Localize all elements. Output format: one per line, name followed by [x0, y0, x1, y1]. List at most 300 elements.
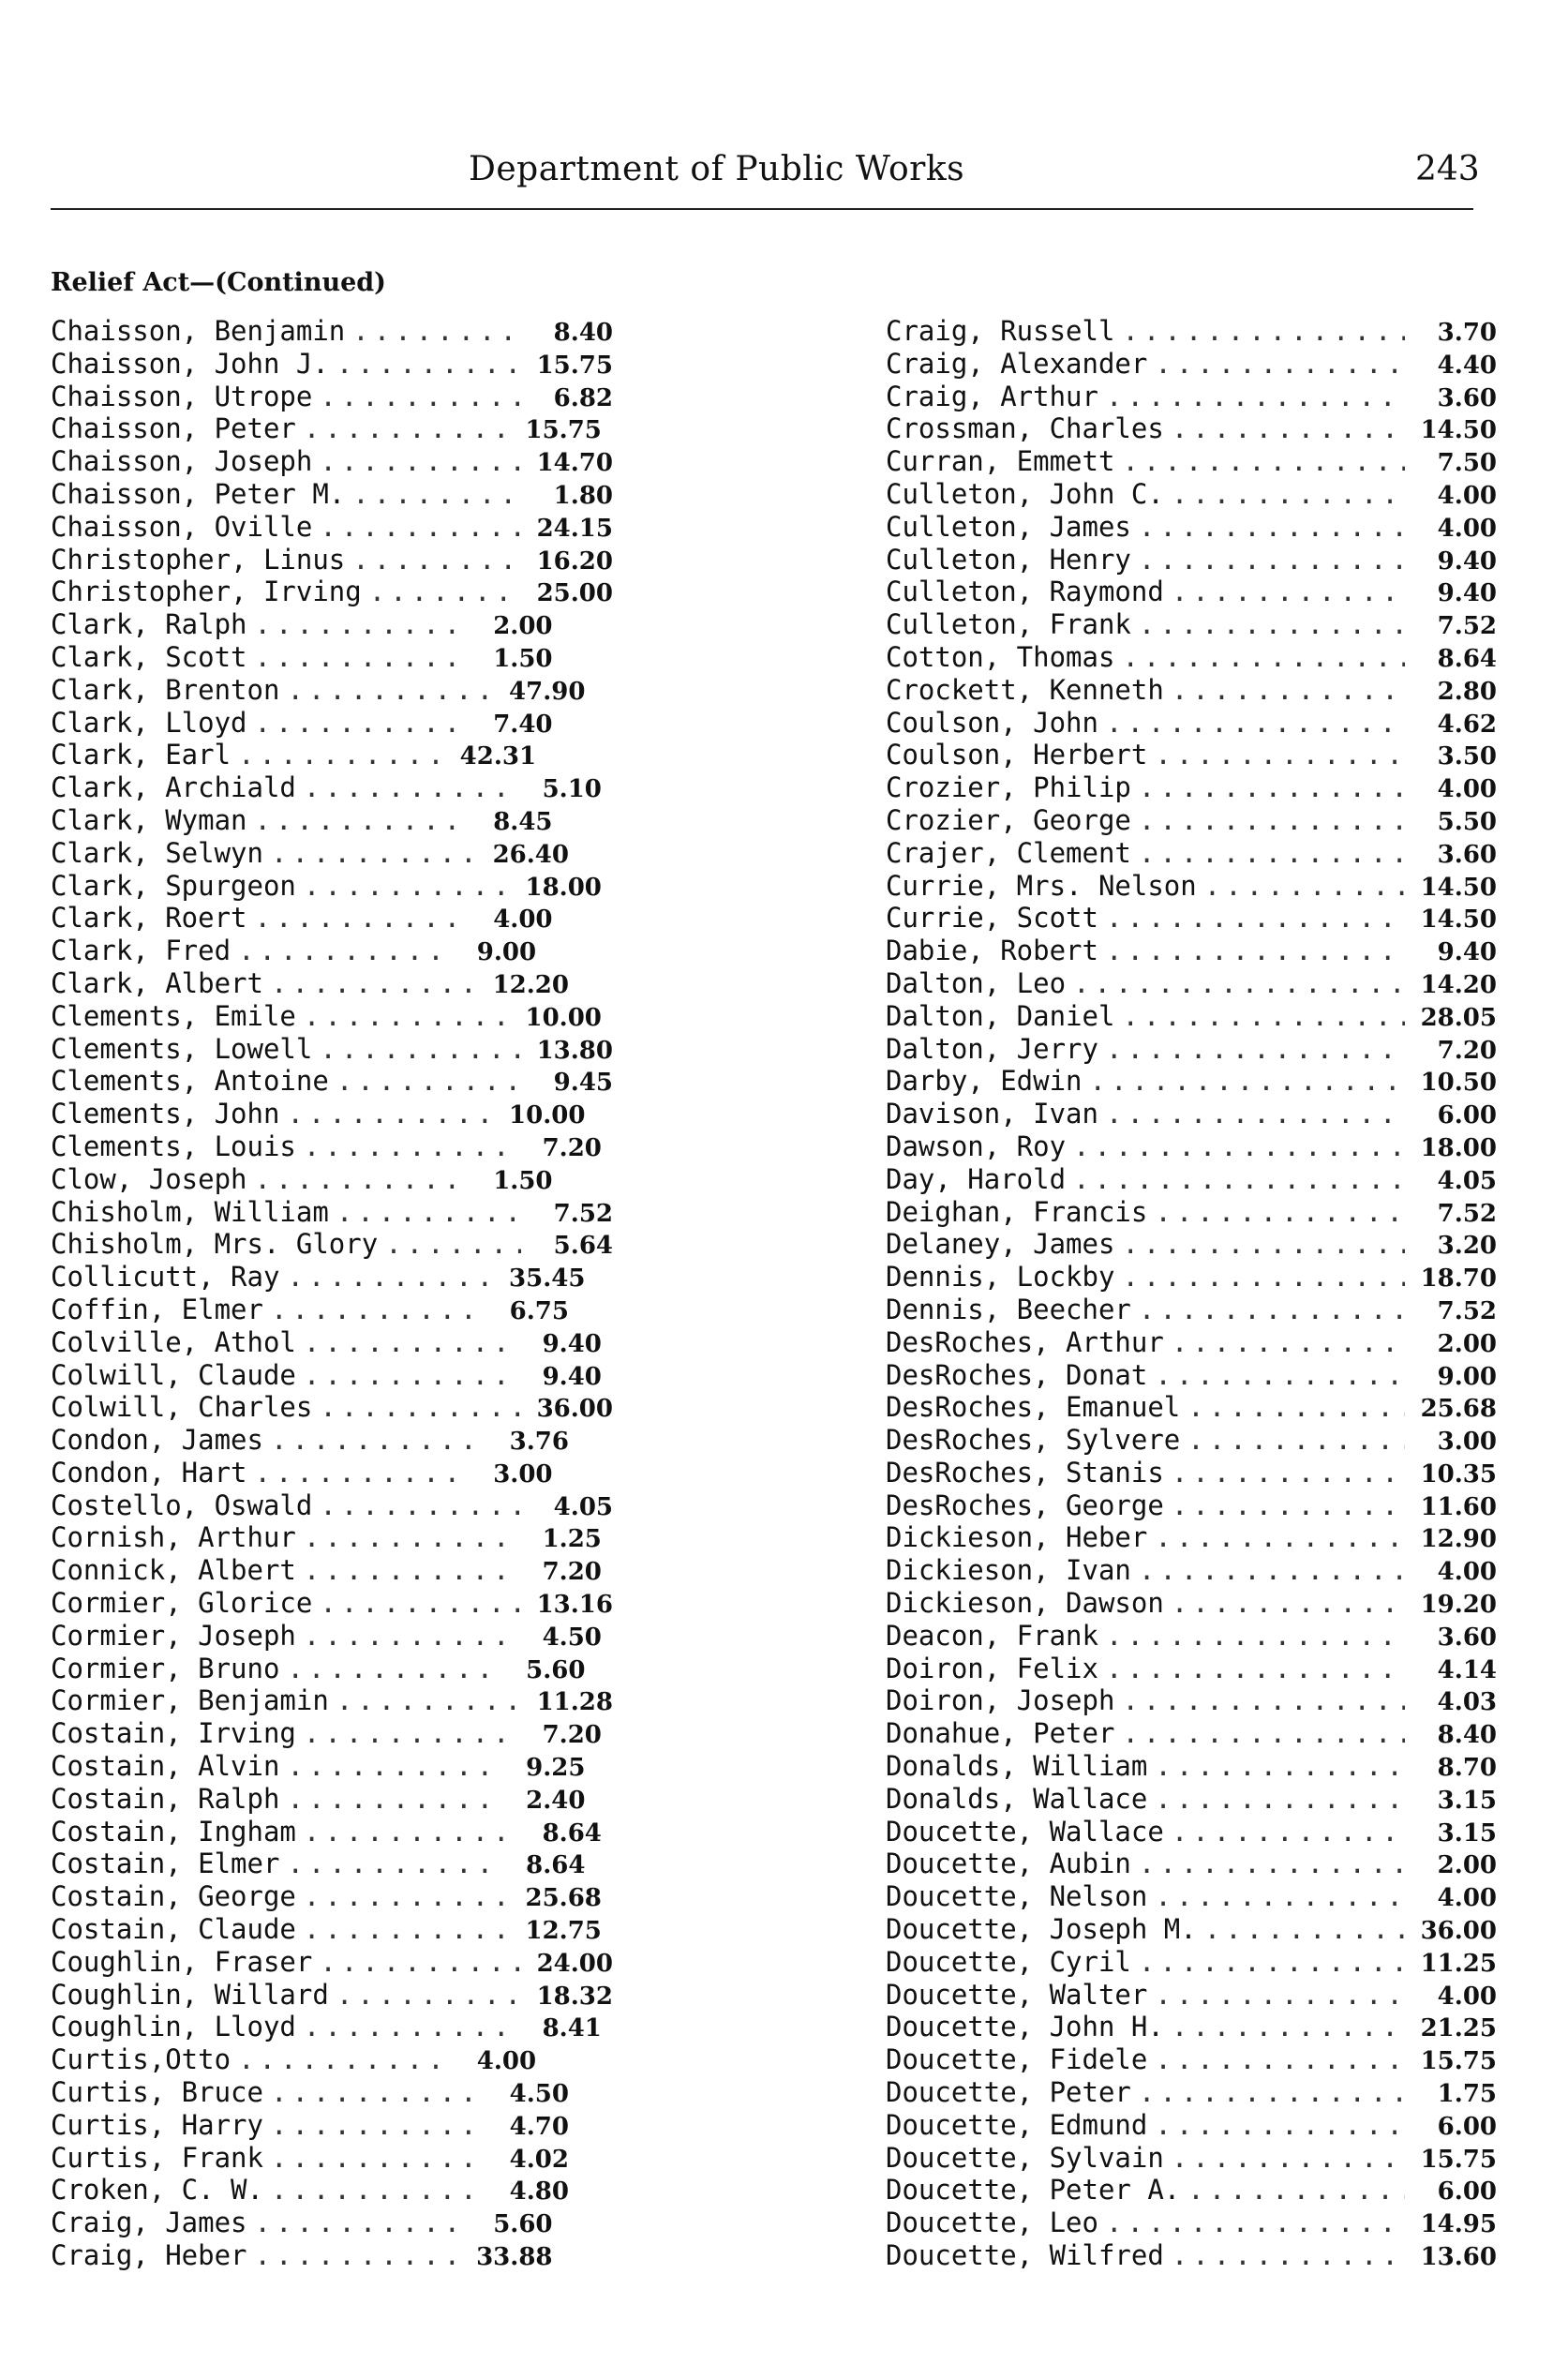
dot-leader — [238, 2043, 444, 2076]
entry-amount: 8.70 — [1437, 1754, 1497, 1783]
list-item — [886, 1684, 1497, 1717]
entry-name: Chaisson, Joseph — [51, 445, 313, 478]
list-item — [886, 707, 1497, 740]
list-item — [51, 381, 613, 413]
entry-amount: 24.00 — [536, 1949, 613, 1978]
list-item — [51, 1065, 613, 1098]
entry-name: Coughlin, Lloyd — [51, 2011, 296, 2043]
dot-leader — [1139, 511, 1405, 544]
entry-amount: 4.00 — [1437, 481, 1497, 510]
list-item — [51, 1228, 613, 1261]
entry-name: Chaisson, John J. — [51, 347, 329, 380]
list-item — [51, 1880, 613, 1913]
dot-leader — [320, 1946, 521, 1979]
dot-leader — [304, 1880, 510, 1913]
list-item — [886, 348, 1497, 381]
entry-name: Crossman, Charles — [886, 412, 1164, 445]
list-item — [886, 1880, 1497, 1913]
entry-amount: 7.52 — [1437, 612, 1497, 641]
entry-name: Christopher, Irving — [51, 576, 362, 608]
entry-amount: 1.80 — [553, 481, 613, 510]
dot-leader — [304, 1717, 510, 1750]
dot-leader — [304, 1620, 510, 1653]
page-number: 243 — [1415, 150, 1480, 188]
entry-name: Clements, Louis — [51, 1130, 296, 1162]
entry-name: Curtis, Frank — [51, 2141, 263, 2174]
list-item — [51, 445, 613, 478]
entry-name: Donahue, Peter — [886, 1717, 1115, 1750]
list-item — [886, 511, 1497, 544]
dot-leader — [271, 967, 477, 1000]
entry-name: Crozier, Philip — [886, 771, 1131, 804]
entry-name: Delaney, James — [886, 1228, 1115, 1261]
entry-name: Colville, Athol — [51, 1325, 296, 1358]
dot-leader — [271, 2174, 477, 2207]
section-heading: Relief Act—(Continued) — [51, 268, 386, 297]
list-item — [886, 1717, 1497, 1750]
entry-amount: 4.02 — [509, 2145, 569, 2174]
list-item — [51, 771, 613, 804]
list-item — [51, 1521, 613, 1554]
entry-name: DesRoches, Arthur — [886, 1325, 1164, 1358]
entry-name: Clark, Wyman — [51, 803, 247, 836]
list-item — [886, 804, 1497, 837]
dot-leader — [1106, 935, 1405, 967]
entry-amount: 1.75 — [1437, 2080, 1497, 2109]
dot-leader — [255, 2239, 461, 2272]
list-item — [51, 1457, 613, 1489]
entry-amount: 4.05 — [1437, 1166, 1497, 1195]
entry-name: Clark, Selwyn — [51, 836, 263, 869]
dot-leader — [1172, 576, 1405, 608]
dot-leader — [352, 478, 521, 511]
entry-amount: 3.76 — [509, 1428, 569, 1457]
dot-leader — [304, 1554, 510, 1587]
entry-name: Doucette, Fidele — [886, 2043, 1148, 2076]
entry-name: Clements, John — [51, 1098, 280, 1130]
entry-amount: 35.45 — [509, 1264, 586, 1294]
list-item — [51, 315, 613, 348]
entry-name: Dalton, Leo — [886, 966, 1067, 999]
entry-amount: 6.00 — [1437, 2112, 1497, 2141]
entry-name: Clark, Ralph — [51, 608, 247, 641]
entry-name: Curtis, Harry — [51, 2108, 263, 2141]
dot-leader — [1106, 902, 1405, 935]
entry-name: Coughlin, Fraser — [51, 1945, 313, 1978]
entry-name: Clow, Joseph — [51, 1162, 247, 1195]
list-item — [886, 1228, 1497, 1261]
entry-name: Costain, Ingham — [51, 1815, 296, 1848]
entry-name: Costain, Alvin — [51, 1750, 280, 1783]
entry-name: Costain, George — [51, 1880, 296, 1913]
list-item — [51, 1359, 613, 1392]
entry-amount: 11.28 — [536, 1688, 613, 1717]
entry-name: Costain, Claude — [51, 1913, 296, 1946]
dot-leader — [304, 870, 510, 903]
entry-amount: 2.00 — [493, 612, 553, 641]
list-item — [51, 544, 613, 576]
dot-leader — [1122, 1684, 1405, 1717]
entry-amount: 4.80 — [509, 2177, 569, 2207]
entry-name: Chaisson, Peter — [51, 412, 296, 445]
entry-amount: 7.52 — [553, 1199, 613, 1228]
list-item — [886, 544, 1497, 576]
dot-leader — [304, 771, 510, 804]
dot-leader — [1139, 2076, 1405, 2109]
list-item — [886, 1750, 1497, 1783]
list-item — [886, 1098, 1497, 1130]
entry-amount: 8.64 — [526, 1851, 586, 1880]
entry-name: Costain, Irving — [51, 1717, 296, 1750]
list-item — [886, 674, 1497, 707]
dot-leader — [352, 544, 521, 576]
entry-name: Craig, James — [51, 2207, 247, 2239]
entry-amount: 9.00 — [1437, 1362, 1497, 1391]
entry-amount: 4.00 — [1437, 1558, 1497, 1587]
list-item — [886, 576, 1497, 608]
list-item — [51, 1684, 613, 1717]
entry-name: Clark, Earl — [51, 739, 231, 771]
entry-name: Chisholm, William — [51, 1195, 329, 1228]
list-item — [886, 1326, 1497, 1359]
list-item — [51, 707, 613, 740]
list-item — [886, 608, 1497, 641]
list-item — [886, 2043, 1497, 2076]
entry-amount: 4.00 — [476, 2047, 537, 2076]
entry-amount: 12.75 — [525, 1917, 602, 1946]
list-item — [51, 1489, 613, 1522]
dot-leader — [1155, 2109, 1405, 2142]
dot-leader — [1073, 967, 1405, 1000]
dot-leader — [1172, 478, 1405, 511]
entry-name: DesRoches, Emanuel — [886, 1391, 1181, 1424]
entry-amount: 4.00 — [1437, 1982, 1497, 2011]
dot-leader — [255, 2207, 461, 2239]
list-item — [51, 478, 613, 511]
entry-amount: 7.20 — [542, 1133, 602, 1162]
entry-amount: 10.00 — [509, 1101, 586, 1130]
entry-amount: 3.15 — [1437, 1786, 1497, 1815]
list-item — [51, 511, 613, 544]
entry-amount: 1.50 — [493, 644, 553, 673]
list-item — [51, 1979, 613, 2012]
dot-leader — [336, 1065, 521, 1098]
list-item — [51, 608, 613, 641]
dot-leader — [271, 2109, 477, 2142]
dot-leader — [320, 1587, 521, 1620]
entry-name: Dickieson, Dawson — [886, 1587, 1164, 1620]
dot-leader — [320, 381, 521, 413]
entry-amount: 11.25 — [1420, 1949, 1497, 1978]
dot-leader — [1106, 1620, 1405, 1653]
dot-leader — [1122, 445, 1405, 478]
list-item — [51, 1098, 613, 1130]
dot-leader — [238, 739, 444, 771]
entry-name: Day, Harold — [886, 1162, 1067, 1195]
list-item — [886, 1946, 1497, 1979]
list-item — [886, 1554, 1497, 1587]
list-item — [886, 1653, 1497, 1685]
entry-name: DesRoches, George — [886, 1489, 1164, 1521]
dot-leader — [1155, 1880, 1405, 1913]
list-item — [51, 2043, 613, 2076]
list-item — [51, 1587, 613, 1620]
list-item — [886, 1979, 1497, 2012]
entry-amount: 42.31 — [459, 742, 537, 771]
dot-leader — [1139, 1554, 1405, 1587]
dot-leader — [336, 1196, 521, 1229]
entry-amount: 4.00 — [1437, 775, 1497, 804]
list-item — [886, 1620, 1497, 1653]
entry-amount: 3.70 — [1437, 319, 1497, 347]
dot-leader — [1155, 1196, 1405, 1229]
list-item — [51, 2207, 613, 2239]
entry-amount: 2.40 — [526, 1786, 586, 1815]
entry-name: Deighan, Francis — [886, 1195, 1148, 1228]
entry-amount: 4.14 — [1437, 1655, 1497, 1684]
entry-amount: 6.00 — [1437, 2177, 1497, 2207]
list-item — [886, 902, 1497, 935]
entry-name: Donalds, Wallace — [886, 1782, 1148, 1815]
entry-name: Coughlin, Willard — [51, 1978, 329, 2011]
entry-amount: 5.50 — [1437, 807, 1497, 836]
dot-leader — [1155, 2043, 1405, 2076]
list-item — [51, 1783, 613, 1816]
entry-name: Clark, Fred — [51, 935, 231, 967]
entry-amount: 16.20 — [536, 546, 613, 576]
dot-leader — [1139, 1848, 1405, 1880]
entry-name: Dawson, Roy — [886, 1130, 1067, 1162]
dot-leader — [255, 641, 461, 674]
entry-amount: 8.40 — [553, 319, 613, 347]
entry-name: Dickieson, Heber — [886, 1521, 1148, 1554]
entry-amount: 9.40 — [542, 1329, 602, 1358]
list-item — [886, 1294, 1497, 1326]
entry-name: Clark, Scott — [51, 640, 247, 673]
entry-amount: 10.00 — [525, 1003, 602, 1032]
entry-name: Doiron, Joseph — [886, 1684, 1115, 1717]
dot-leader — [1122, 1717, 1405, 1750]
entry-amount: 3.00 — [1437, 1428, 1497, 1457]
list-item — [51, 1717, 613, 1750]
list-item — [51, 2109, 613, 2142]
entry-amount: 2.00 — [1437, 1851, 1497, 1880]
left-column — [51, 315, 613, 2272]
dot-leader — [1204, 870, 1405, 903]
entry-amount: 7.40 — [493, 710, 553, 739]
entry-amount: 6.75 — [509, 1296, 569, 1325]
entry-amount: 10.35 — [1420, 1459, 1497, 1489]
entry-name: Clements, Emile — [51, 999, 296, 1032]
entry-amount: 5.10 — [542, 775, 602, 804]
list-item — [51, 1196, 613, 1229]
entry-amount: 10.50 — [1420, 1069, 1497, 1098]
list-item — [51, 870, 613, 903]
dot-leader — [287, 1261, 493, 1294]
page-title: Department of Public Works — [469, 150, 965, 188]
entry-amount: 14.95 — [1420, 2210, 1497, 2239]
list-item — [886, 1521, 1497, 1554]
entry-name: Darby, Edwin — [886, 1065, 1083, 1098]
entry-name: Doucette, Edmund — [886, 2108, 1148, 2141]
entry-name: Currie, Mrs. Nelson — [886, 869, 1197, 902]
entry-name: Clark, Brenton — [51, 673, 280, 706]
dot-leader — [336, 1684, 521, 1717]
entry-name: DesRoches, Donat — [886, 1358, 1148, 1391]
dot-leader — [1073, 1130, 1405, 1163]
entry-amount: 5.60 — [526, 1655, 586, 1684]
entry-amount: 11.60 — [1420, 1492, 1497, 1521]
list-item — [886, 315, 1497, 348]
entry-amount: 9.40 — [1437, 579, 1497, 608]
entry-amount: 2.80 — [1437, 677, 1497, 706]
dot-leader — [1172, 1816, 1405, 1848]
list-item — [886, 2011, 1497, 2043]
dot-leader — [320, 445, 521, 478]
entry-amount: 9.45 — [553, 1069, 613, 1098]
entry-amount: 15.75 — [1420, 2145, 1497, 2174]
list-item — [886, 1261, 1497, 1294]
dot-leader — [1172, 1457, 1405, 1489]
entry-amount: 9.40 — [1437, 938, 1497, 967]
dot-leader — [1155, 739, 1405, 771]
dot-leader — [271, 1294, 477, 1326]
dot-leader — [1139, 837, 1405, 870]
entry-name: Costain, Elmer — [51, 1848, 280, 1880]
entry-name: Donalds, William — [886, 1750, 1148, 1783]
entry-amount: 14.20 — [1420, 970, 1497, 999]
dot-leader — [304, 1359, 510, 1392]
list-item — [886, 837, 1497, 870]
entry-amount: 36.00 — [1420, 1917, 1497, 1946]
entry-name: Collicutt, Ray — [51, 1261, 280, 1294]
dot-leader — [271, 837, 477, 870]
dot-leader — [1187, 2174, 1405, 2207]
entry-name: Colwill, Claude — [51, 1358, 296, 1391]
dot-leader — [255, 804, 461, 837]
entry-amount: 36.00 — [536, 1395, 613, 1424]
list-item — [886, 771, 1497, 804]
entry-name: Culleton, John C. — [886, 477, 1164, 510]
list-item — [51, 1653, 613, 1685]
list-item — [51, 967, 613, 1000]
entry-name: Costain, Ralph — [51, 1782, 280, 1815]
dot-leader — [1172, 1326, 1405, 1359]
dot-leader — [1106, 2207, 1405, 2239]
list-item — [51, 576, 613, 608]
dot-leader — [287, 1848, 493, 1880]
dot-leader — [1139, 1294, 1405, 1326]
dot-leader — [1204, 1913, 1405, 1946]
entry-name: Crozier, George — [886, 803, 1131, 836]
list-item — [886, 2239, 1497, 2272]
dot-leader — [1139, 804, 1405, 837]
entry-name: Craig, Heber — [51, 2239, 247, 2272]
list-item — [51, 739, 613, 771]
dot-leader — [1090, 1065, 1405, 1098]
list-item — [51, 2076, 613, 2109]
entry-amount: 1.50 — [493, 1166, 553, 1195]
list-item — [886, 1196, 1497, 1229]
list-item — [886, 1391, 1497, 1424]
entry-name: Curtis,Otto — [51, 2043, 231, 2076]
entry-name: Craig, Alexander — [886, 347, 1148, 380]
list-item — [51, 412, 613, 445]
entry-amount: 4.50 — [509, 2080, 569, 2109]
entry-name: Cornish, Arthur — [51, 1521, 296, 1554]
list-item — [886, 478, 1497, 511]
list-item — [51, 1000, 613, 1033]
dot-leader — [1172, 674, 1405, 707]
list-item — [51, 1620, 613, 1653]
entry-name: Crajer, Clement — [886, 836, 1131, 869]
entry-name: Clark, Albert — [51, 966, 263, 999]
list-item — [51, 1294, 613, 1326]
dot-leader — [287, 1783, 493, 1816]
list-item — [886, 1359, 1497, 1392]
entry-name: Chisholm, Mrs. Glory — [51, 1228, 379, 1261]
dot-leader — [304, 1326, 510, 1359]
dot-leader — [1122, 1228, 1405, 1261]
entry-amount: 18.00 — [1420, 1133, 1497, 1162]
entry-name: Clark, Spurgeon — [51, 869, 296, 902]
entry-name: Deacon, Frank — [886, 1619, 1098, 1652]
list-item — [51, 837, 613, 870]
list-item — [886, 381, 1497, 413]
entry-name: Colwill, Charles — [51, 1391, 313, 1424]
entry-amount: 24.15 — [536, 514, 613, 543]
entry-amount: 8.45 — [493, 807, 553, 836]
entry-amount: 7.20 — [1437, 1036, 1497, 1065]
entry-amount: 14.50 — [1420, 873, 1497, 902]
list-item — [51, 804, 613, 837]
entry-name: Clark, Roert — [51, 902, 247, 935]
dot-leader — [304, 1521, 510, 1554]
dot-leader — [1155, 1750, 1405, 1783]
dot-leader — [1155, 1783, 1405, 1816]
list-item — [886, 870, 1497, 903]
entry-amount: 4.50 — [542, 1623, 602, 1652]
entry-amount: 7.52 — [1437, 1199, 1497, 1228]
entry-name: Dalton, Daniel — [886, 999, 1115, 1032]
header-rule — [51, 208, 1473, 210]
list-item — [886, 739, 1497, 771]
list-item — [886, 2076, 1497, 2109]
entry-amount: 14.50 — [1420, 416, 1497, 445]
entry-amount: 4.62 — [1437, 710, 1497, 739]
dot-leader — [1172, 1587, 1405, 1620]
entry-amount: 9.40 — [542, 1362, 602, 1391]
entry-amount: 47.90 — [509, 677, 586, 706]
entry-amount: 4.00 — [1437, 1884, 1497, 1913]
entry-amount: 15.75 — [1420, 2047, 1497, 2076]
list-item — [886, 1033, 1497, 1066]
list-item — [51, 2011, 613, 2043]
dot-leader — [287, 1653, 493, 1685]
list-item — [886, 1130, 1497, 1163]
dot-leader — [1106, 1033, 1405, 1066]
entry-name: DesRoches, Sylvere — [886, 1424, 1181, 1457]
entry-name: Condon, James — [51, 1424, 263, 1457]
entry-amount: 9.40 — [1437, 546, 1497, 576]
dot-leader — [320, 1489, 521, 1522]
dot-leader — [287, 1098, 493, 1130]
dot-leader — [1155, 1359, 1405, 1392]
entry-amount: 3.60 — [1437, 383, 1497, 412]
dot-leader — [1155, 1521, 1405, 1554]
entry-name: Doucette, Aubin — [886, 1848, 1131, 1880]
dot-leader — [304, 1913, 510, 1946]
